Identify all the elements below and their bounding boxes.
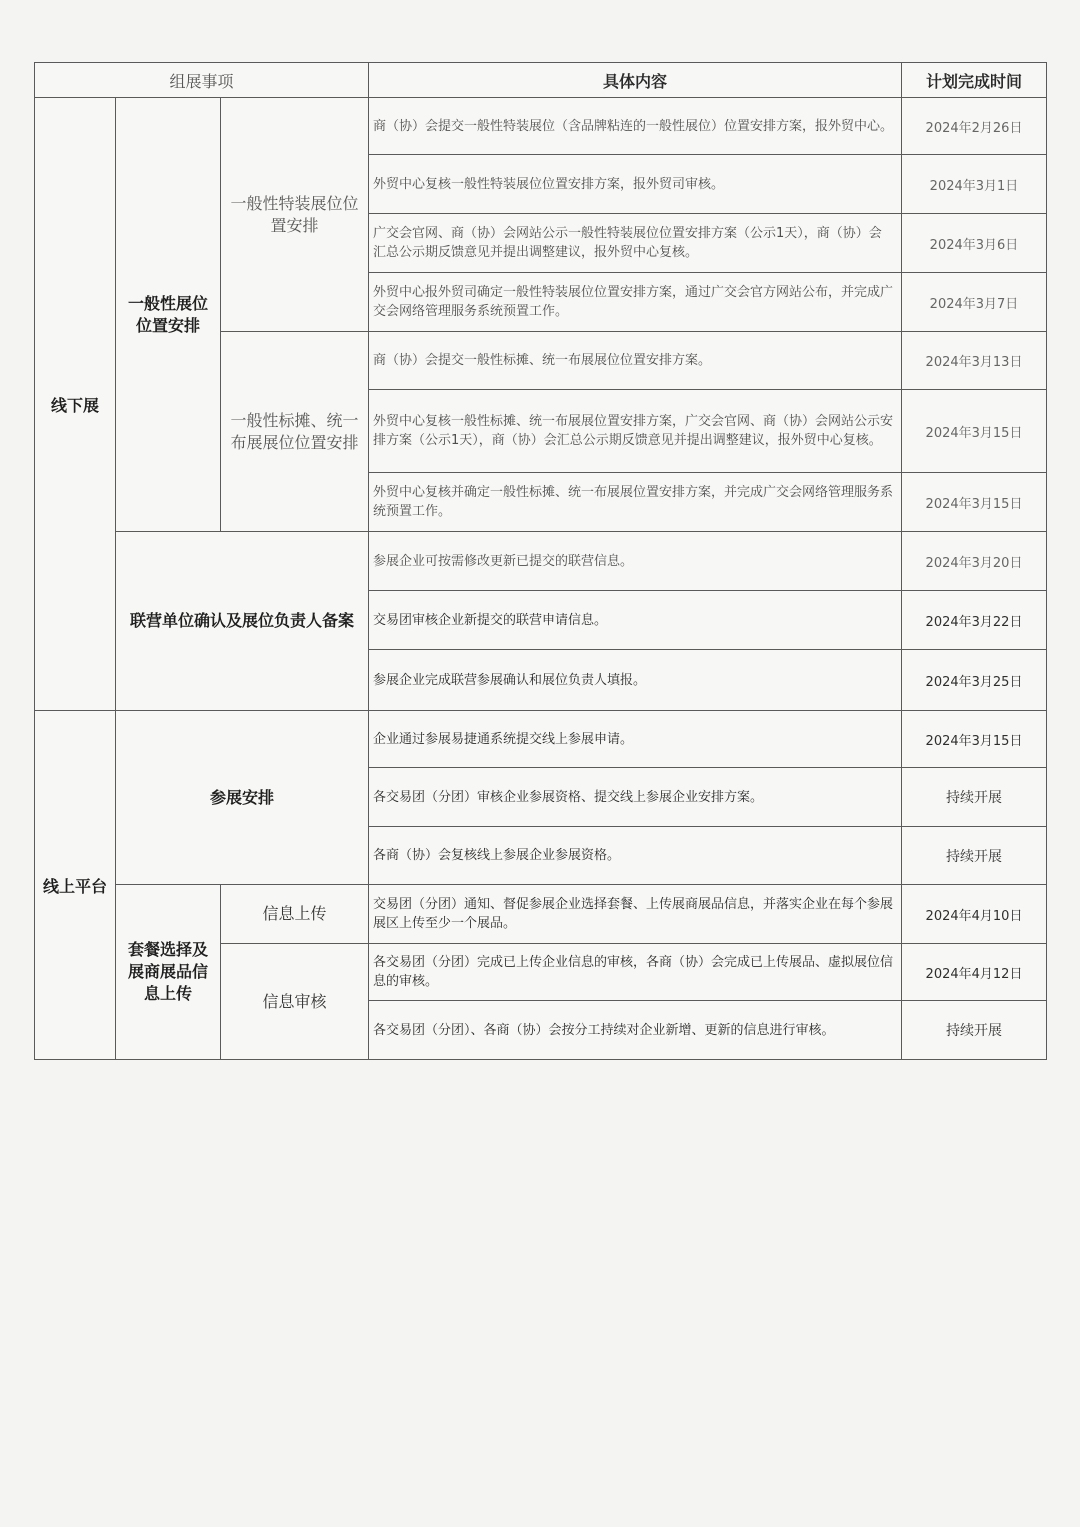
row-content: 广交会官网、商（协）会网站公示一般性特装展位位置安排方案（公示1天），商（协）会汇总公示期反馈意见并提出调整建议，报外贸中心复核。 <box>369 214 902 273</box>
row-content: 外贸中心复核并确定一般性标摊、统一布展展位置安排方案，并完成广交会网络管理服务系统预置工作。 <box>369 473 902 532</box>
row-content: 各交易团（分团）审核企业参展资格、提交线上参展企业安排方案。 <box>369 768 902 827</box>
row-deadline: 2024年3月22日 <box>902 591 1047 650</box>
subcategory-general-booth: 一般性展位位置安排 <box>116 98 221 532</box>
row-deadline: 2024年4月10日 <box>902 885 1047 944</box>
row-deadline: 2024年3月15日 <box>902 390 1047 473</box>
row-content: 外贸中心复核一般性标摊、统一布展展位置安排方案，广交会官网、商（协）会网站公示安排方案（公示1天），商（协）会汇总公示期反馈意见并提出调整建议，报外贸中心复核。 <box>369 390 902 473</box>
row-deadline: 2024年3月13日 <box>902 332 1047 390</box>
row-content: 交易团（分团）通知、督促参展企业选择套餐、上传展商展品信息，并落实企业在每个参展展区上传至少一个展品。 <box>369 885 902 944</box>
row-content: 各交易团（分团）完成已上传企业信息的审核，各商（协）会完成已上传展品、虚拟展位信息的审核。 <box>369 944 902 1001</box>
item-info-upload: 信息上传 <box>221 885 369 944</box>
header-content: 具体内容 <box>369 63 902 98</box>
row-deadline: 2024年2月26日 <box>902 98 1047 155</box>
row-content: 各商（协）会复核线上参展企业参展资格。 <box>369 827 902 885</box>
row-deadline: 2024年3月6日 <box>902 214 1047 273</box>
category-online: 线上平台 <box>35 711 116 1060</box>
row-content: 企业通过参展易捷通系统提交线上参展申请。 <box>369 711 902 768</box>
category-offline: 线下展 <box>35 98 116 711</box>
row-content: 商（协）会提交一般性标摊、统一布展展位位置安排方案。 <box>369 332 902 390</box>
row-content: 交易团审核企业新提交的联营申请信息。 <box>369 591 902 650</box>
row-deadline: 2024年3月15日 <box>902 473 1047 532</box>
row-deadline: 持续开展 <box>902 827 1047 885</box>
table-row <box>35 711 1047 768</box>
header-deadline: 计划完成时间 <box>902 63 1047 98</box>
row-content: 外贸中心报外贸司确定一般性特装展位位置安排方案，通过广交会官方网站公布，并完成广交会网络管理服务系统预置工作。 <box>369 273 902 332</box>
header-group: 组展事项 <box>35 63 369 98</box>
row-deadline: 持续开展 <box>902 1001 1047 1060</box>
row-deadline: 2024年3月20日 <box>902 532 1047 591</box>
row-deadline: 持续开展 <box>902 768 1047 827</box>
row-content: 各交易团（分团）、各商（协）会按分工持续对企业新增、更新的信息进行审核。 <box>369 1001 902 1060</box>
row-content: 参展企业可按需修改更新已提交的联营信息。 <box>369 532 902 591</box>
table-row <box>35 98 1047 155</box>
row-deadline: 2024年4月12日 <box>902 944 1047 1001</box>
header-row <box>35 63 1047 98</box>
subcategory-arrangement: 参展安排 <box>116 711 369 885</box>
row-content: 商（协）会提交一般性特装展位（含品牌粘连的一般性展位）位置安排方案，报外贸中心。 <box>369 98 902 155</box>
subcategory-package: 套餐选择及展商展品信息上传 <box>116 885 221 1060</box>
item-standard-booth: 一般性标摊、统一布展展位位置安排 <box>221 332 369 532</box>
row-deadline: 2024年3月7日 <box>902 273 1047 332</box>
row-content: 参展企业完成联营参展确认和展位负责人填报。 <box>369 650 902 711</box>
row-content: 外贸中心复核一般性特装展位位置安排方案，报外贸司审核。 <box>369 155 902 214</box>
row-deadline: 2024年3月1日 <box>902 155 1047 214</box>
table-row <box>35 885 1047 944</box>
schedule-table <box>34 62 1047 1060</box>
item-info-review: 信息审核 <box>221 944 369 1060</box>
row-deadline: 2024年3月15日 <box>902 711 1047 768</box>
row-deadline: 2024年3月25日 <box>902 650 1047 711</box>
table-row <box>35 532 1047 591</box>
subcategory-joint: 联营单位确认及展位负责人备案 <box>116 532 369 711</box>
item-special-booth: 一般性特装展位位置安排 <box>221 98 369 332</box>
